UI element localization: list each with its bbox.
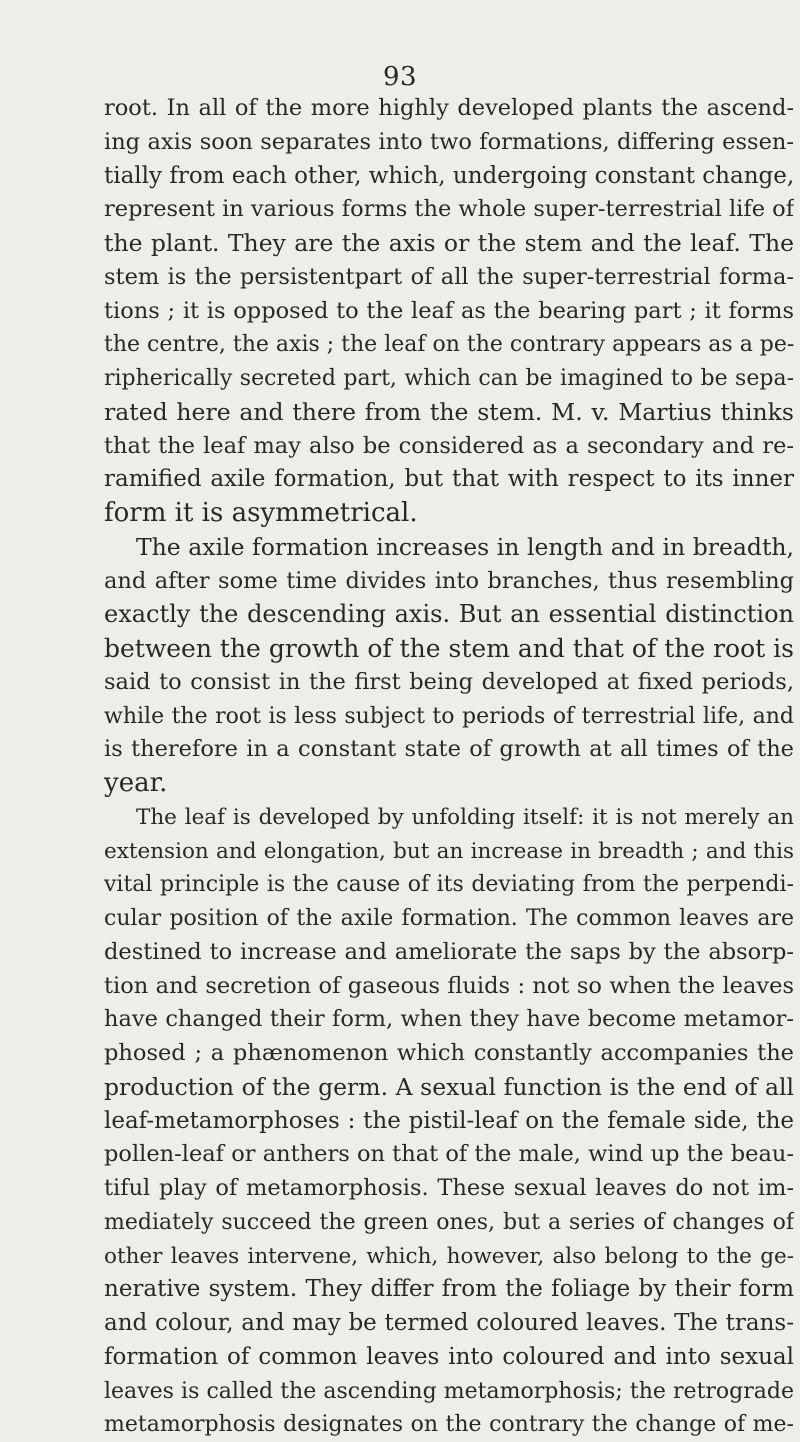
text-line: production of the germ. A sexual function is the end of all [104,1072,794,1101]
text-line: tiful play of metamorphosis. These sexual leaves do not im- [104,1175,794,1201]
text-line: ing axis soon separates into two formations, differing essen- [104,128,794,155]
text-line: leaves is called the ascending metamorphosis; the retrograde [104,1378,794,1404]
text-line: said to consist in the first being developed at fixed periods, [104,668,794,695]
text-line: between the growth of the stem and that of the root is [104,634,794,663]
text-line: formation of common leaves into coloured and into sexual [104,1343,794,1370]
text-line: while the root is less subject to periods of terrestrial life, and [104,703,794,729]
text-line: represent in various forms the whole super-terrestrial life of [104,196,794,223]
paragraph-end-line: form it is asymmetrical. [104,498,418,528]
text-line: tially from each other, which, undergoing constant change, [104,162,794,189]
paragraph-end-line: year. [104,768,168,798]
text-line: leaf-metamorphoses : the pistil-leaf on the female side, the [104,1107,794,1134]
text-line: root. In all of the more highly developed plants the ascend- [104,95,794,121]
text-line: cular position of the axile formation. The common leaves are [104,906,794,931]
page-number: 93 [382,62,418,92]
text-line: other leaves intervene, which, however, also belong to the ge- [104,1243,794,1269]
text-line: tions ; it is opposed to the leaf as the bearing part ; it forms [104,297,794,324]
text-line: rated here and there from the stem. M. v. Martius thinks [104,397,794,426]
text-line: mediately succeed the green ones, but a series of changes of [104,1209,794,1235]
paragraph-start-line: The leaf is developed by unfolding itself: it is not merely an [136,804,794,830]
text-line: exactly the descending axis. But an essential distinction [104,600,794,629]
text-line: vital principle is the cause of its deviating from the perpendi- [104,872,794,898]
text-line: that the leaf may also be considered as a secondary and re- [104,432,794,459]
text-line: and after some time divides into branches, thus resembling [104,567,794,594]
text-line: ramified axile formation, but that with respect to its inner [104,466,794,493]
text-line: extension and elongation, but an increase in breadth ; and this [104,838,794,864]
paragraph-start-line: The axile formation increases in length and in breadth, [136,532,794,561]
text-line: is therefore in a constant state of growth at all times of the [104,736,794,763]
body-text [104,92,800,1442]
text-line: have changed their form, when they have become metamor- [104,1006,794,1033]
text-line: pollen-leaf or anthers on that of the male, wind up the beau- [104,1141,794,1168]
text-line: nerative system. They differ from the foliage by their form [104,1276,794,1303]
text-line: and colour, and may be termed coloured leaves. The trans- [104,1310,794,1336]
text-line: tion and secretion of gaseous fluids : not so when the leaves [104,972,794,999]
text-line: stem is the persistentpart of all the super-terrestrial forma- [104,263,794,290]
text-line: metamorphosis designates on the contrary the change of me- [104,1412,794,1438]
text-line: phosed ; a phænomenon which constantly accompanies the [104,1040,794,1066]
text-line: the centre, the axis ; the leaf on the contrary appears as a pe- [104,332,794,358]
text-line: destined to increase and ameliorate the saps by the absorp- [104,938,794,965]
text-line: the plant. They are the axis or the stem and the leaf. The [104,229,794,257]
text-line: ripherically secreted part, which can be imagined to be sepa- [104,366,794,391]
